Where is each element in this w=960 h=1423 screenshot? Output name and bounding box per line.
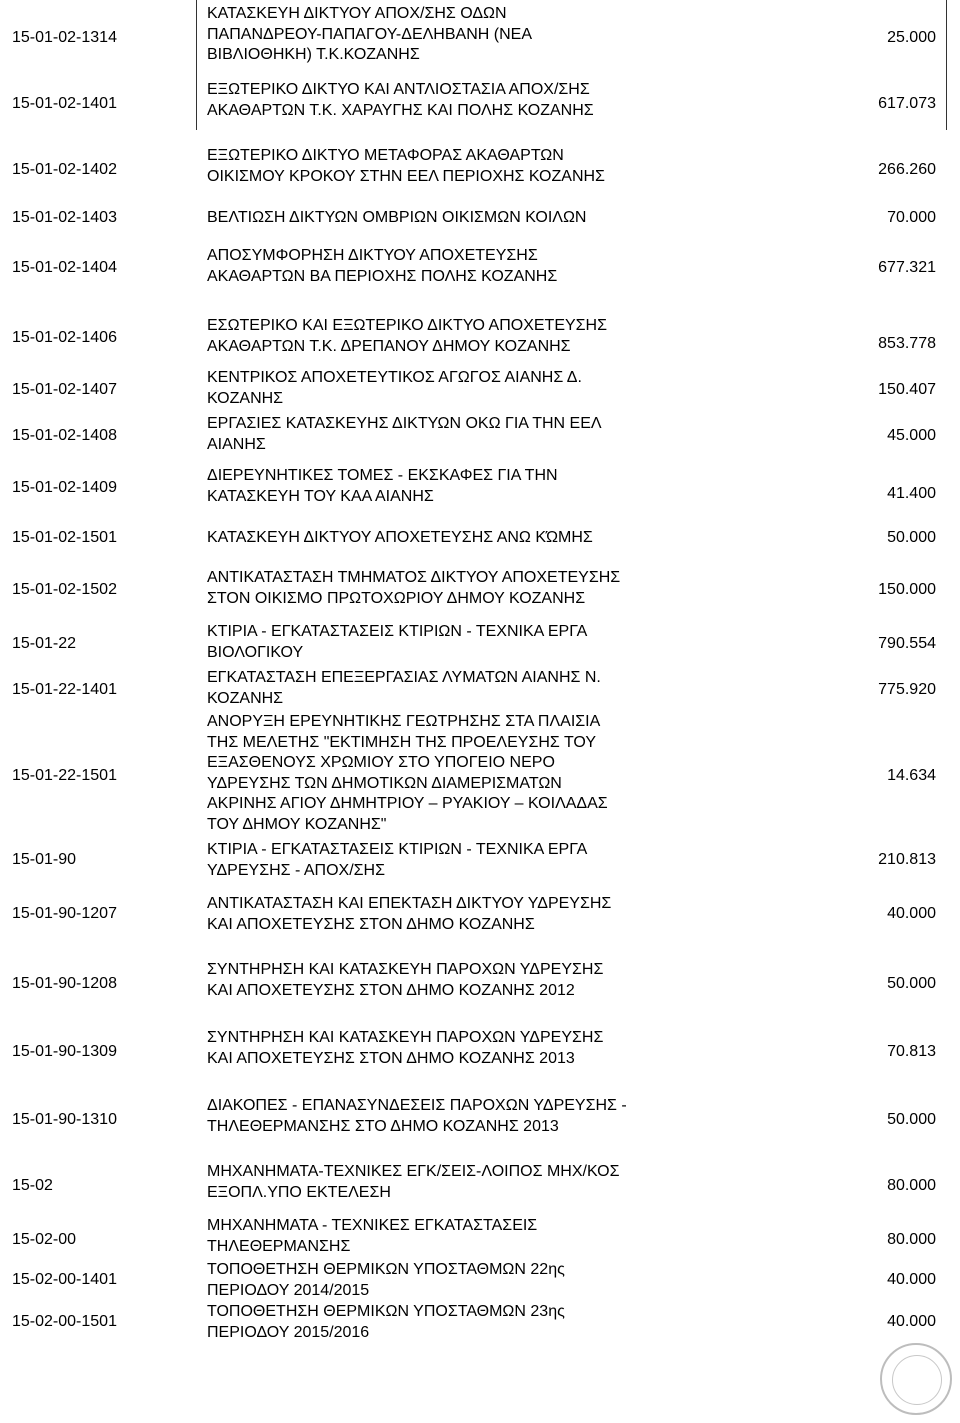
description-line: ΑΚΑΘΑΡΤΩΝ Τ.Κ. ΧΑΡΑΥΓΗΣ ΚΑΙ ΠΟΛΗΣ ΚΟΖΑΝΗΣ <box>207 101 594 119</box>
account-code: 15-01-02-1408 <box>12 427 117 444</box>
table-row <box>0 80 960 128</box>
amount: 45.000 <box>887 427 936 444</box>
account-code: 15-02-00 <box>12 1231 77 1248</box>
description-line: ΑΝΟΡΥΞΗ ΕΡΕΥΝΗΤΙΚΗΣ ΓΕΩΤΡΗΣΗΣ ΣΤΑ ΠΛΑΙΣΙΑ <box>207 713 601 730</box>
description-line: ΠΕΡΙΟΔΟΥ 2014/2015 <box>207 1281 370 1299</box>
description-line: ΚΑΙ ΑΠΟΧΕΤΕΥΣΗΣ ΣΤΟΝ ΔΗΜΟ ΚΟΖΑΝΗΣ <box>207 915 535 933</box>
table-row <box>0 528 960 548</box>
description-line: ΜΗΧΑΝΗΜΑΤΑ-ΤΕΧΝΙΚΕΣ ΕΓΚ/ΣΕΙΣ-ΛΟΙΠΟΣ ΜΗΧ/ΚΟΣ <box>207 1163 620 1180</box>
amount: 266.260 <box>878 161 936 178</box>
table-row <box>0 1096 960 1138</box>
account-code: 15-01-02-1501 <box>12 529 117 546</box>
table-row <box>0 668 960 710</box>
description-line: ΠΑΠΑΝΔΡΕΟΥ-ΠΑΠΑΓΟΥ-ΔΕΛΗΒΑΝΗ (ΝΕΑ <box>207 25 532 43</box>
description-line: ΣΥΝΤΗΡΗΣΗ ΚΑΙ ΚΑΤΑΣΚΕΥΗ ΠΑΡΟΧΩΝ ΥΔΡΕΥΣΗΣ <box>207 1029 604 1046</box>
description-line: ΑΝΤΙΚΑΤΑΣΤΑΣΗ ΚΑΙ ΕΠΕΚΤΑΣΗ ΔΙΚΤΥΟΥ ΥΔΡΕΥΣΗΣ <box>207 895 612 912</box>
table-row <box>0 622 960 664</box>
amount: 80.000 <box>887 1177 936 1194</box>
account-description <box>207 712 707 835</box>
amount: 790.554 <box>878 635 936 652</box>
description-line: ΑΚΡΙΝΗΣ ΑΓΙΟΥ ΔΗΜΗΤΡΙΟΥ – ΡΥΑΚΙΟΥ – ΚΟΙΛΑΔΑΣ <box>207 795 608 812</box>
description-line: ΣΥΝΤΗΡΗΣΗ ΚΑΙ ΚΑΤΑΣΚΕΥΗ ΠΑΡΟΧΩΝ ΥΔΡΕΥΣΗΣ <box>207 961 604 978</box>
description-line: ΤΗΛΕΘΕΡΜΑΝΣΗΣ ΣΤΟ ΔΗΜΟ ΚΟΖΑΝΗΣ 2013 <box>207 1117 559 1135</box>
amount: 150.000 <box>878 581 936 598</box>
column-divider <box>196 0 197 130</box>
table-row <box>0 368 960 410</box>
account-description <box>207 4 707 66</box>
account-code: 15-01-02-1407 <box>12 381 117 398</box>
table-row <box>0 894 960 936</box>
table-row <box>0 1260 960 1302</box>
account-description <box>207 1096 707 1137</box>
account-code: 15-01-22-1401 <box>12 681 117 698</box>
account-code: 15-01-02-1314 <box>12 29 117 46</box>
amount: 40.000 <box>887 905 936 922</box>
description-line: ΑΚΑΘΑΡΤΩΝ Τ.Κ. ΔΡΕΠΑΝΟΥ ΔΗΜΟΥ ΚΟΖΑΝΗΣ <box>207 337 571 355</box>
account-description <box>207 528 707 549</box>
column-divider-right <box>946 0 947 130</box>
account-description <box>207 246 707 287</box>
description-line: ΤΟΠΟΘΕΤΗΣΗ ΘΕΡΜΙΚΩΝ ΥΠΟΣΤΑΘΜΩΝ 22ης <box>207 1261 565 1278</box>
description-line: ΤΟΠΟΘΕΤΗΣΗ ΘΕΡΜΙΚΩΝ ΥΠΟΣΤΑΘΜΩΝ 23ης <box>207 1303 565 1320</box>
amount: 50.000 <box>887 1111 936 1128</box>
description-line: ΔΙΑΚΟΠΕΣ - ΕΠΑΝΑΣΥΝΔΕΣΕΙΣ ΠΑΡΟΧΩΝ ΥΔΡΕΥΣΗΣ - <box>207 1097 627 1114</box>
description-line: ΥΔΡΕΥΣΗΣ ΤΩΝ ΔΗΜΟΤΙΚΩΝ ΔΙΑΜΕΡΙΣΜΑΤΩΝ <box>207 774 562 792</box>
account-code: 15-01-90-1208 <box>12 975 117 992</box>
account-code: 15-01-02-1404 <box>12 259 117 276</box>
table-row <box>0 1162 960 1204</box>
account-code: 15-01-02-1409 <box>12 479 117 496</box>
account-code: 15-01-90-1310 <box>12 1111 117 1128</box>
table-row <box>0 146 960 194</box>
description-line: ΚΟΖΑΝΗΣ <box>207 689 284 707</box>
table-row <box>0 840 960 882</box>
amount: 50.000 <box>887 529 936 546</box>
amount: 853.778 <box>878 335 936 352</box>
description-line: ΚΤΙΡΙΑ - ΕΓΚΑΤΑΣΤΑΣΕΙΣ ΚΤΙΡΙΩΝ - ΤΕΧΝΙΚΑ ΕΡΓΑ <box>207 623 588 640</box>
account-code: 15-01-90-1207 <box>12 905 117 922</box>
account-description <box>207 80 707 121</box>
description-line: ΒΙΒΛΙΟΘΗΚΗ) Τ.Κ.ΚΟΖΑΝΗΣ <box>207 46 420 63</box>
description-line: ΚΑΙ ΑΠΟΧΕΤΕΥΣΗΣ ΣΤΟΝ ΔΗΜΟ ΚΟΖΑΝΗΣ 2012 <box>207 981 575 999</box>
table-row <box>0 4 960 68</box>
account-description <box>207 1216 707 1257</box>
table-row <box>0 1302 960 1344</box>
description-line: ΕΣΩΤΕΡΙΚΟ ΚΑΙ ΕΞΩΤΕΡΙΚΟ ΔΙΚΤΥΟ ΑΠΟΧΕΤΕΥΣΗΣ <box>207 317 607 334</box>
account-description <box>207 1302 707 1343</box>
table-row <box>0 466 960 508</box>
description-line: ΚΑΙ ΑΠΟΧΕΤΕΥΣΗΣ ΣΤΟΝ ΔΗΜΟ ΚΟΖΑΝΗΣ 2013 <box>207 1049 575 1067</box>
account-description <box>207 146 707 187</box>
description-line: ΕΡΓΑΣΙΕΣ ΚΑΤΑΣΚΕΥΗΣ ΔΙΚΤΥΩΝ ΟΚΩ ΓΙΑ ΤΗΝ ΕΕΛ <box>207 415 602 432</box>
amount: 80.000 <box>887 1231 936 1248</box>
description-line: ΒΕΛΤΙΩΣΗ ΔΙΚΤΥΩΝ ΟΜΒΡΙΩΝ ΟΙΚΙΣΜΩΝ ΚΟΙΛΩΝ <box>207 209 587 226</box>
description-line: ΑΠΟΣΥΜΦΟΡΗΣΗ ΔΙΚΤΥΟΥ ΑΠΟΧΕΤΕΥΣΗΣ <box>207 247 538 264</box>
account-description <box>207 1162 707 1203</box>
account-code: 15-01-02-1403 <box>12 209 117 226</box>
description-line: ΠΕΡΙΟΔΟΥ 2015/2016 <box>207 1323 370 1341</box>
account-code: 15-01-02-1406 <box>12 329 117 346</box>
account-description <box>207 208 707 229</box>
account-description <box>207 568 707 609</box>
amount: 677.321 <box>878 259 936 276</box>
stamp-logo <box>880 1343 952 1415</box>
account-code: 15-01-90-1309 <box>12 1043 117 1060</box>
description-line: ΚΟΖΑΝΗΣ <box>207 389 284 407</box>
table-row <box>0 960 960 1002</box>
account-description <box>207 840 707 881</box>
account-description <box>207 316 707 357</box>
description-line: ΚΑΤΑΣΚΕΥΗ ΤΟΥ ΚΑΑ ΑΙΑΝΗΣ <box>207 487 434 505</box>
description-line: ΒΙΟΛΟΓΙΚΟΥ <box>207 643 304 661</box>
account-description <box>207 894 707 935</box>
account-description <box>207 368 707 409</box>
amount: 775.920 <box>878 681 936 698</box>
account-code: 15-02-00-1501 <box>12 1313 117 1330</box>
account-code: 15-01-22-1501 <box>12 767 117 784</box>
amount: 50.000 <box>887 975 936 992</box>
description-line: ΕΞΩΤΕΡΙΚΟ ΔΙΚΤΥΟ ΜΕΤΑΦΟΡΑΣ ΑΚΑΘΑΡΤΩΝ <box>207 147 564 164</box>
account-code: 15-02-00-1401 <box>12 1271 117 1288</box>
amount: 41.400 <box>887 485 936 502</box>
amount: 150.407 <box>878 381 936 398</box>
account-description <box>207 960 707 1001</box>
amount: 40.000 <box>887 1313 936 1330</box>
table-row <box>0 568 960 616</box>
description-line: ΚΑΤΑΣΚΕΥΗ ΔΙΚΤΥΟΥ ΑΠΟΧ/ΣΗΣ ΟΔΩΝ <box>207 5 507 22</box>
account-code: 15-01-22 <box>12 635 77 652</box>
description-line: ΣΤΟΝ ΟΙΚΙΣΜΟ ΠΡΩΤΟΧΩΡΙΟΥ ΔΗΜΟΥ ΚΟΖΑΝΗΣ <box>207 589 586 607</box>
description-line: ΕΓΚΑΤΑΣΤΑΣΗ ΕΠΕΞΕΡΓΑΣΙΑΣ ΛΥΜΑΤΩΝ ΑΙΑΝΗΣ Ν. <box>207 669 601 686</box>
description-line: ΕΞΟΠΛ.ΥΠΟ ΕΚΤΕΛΕΣΗ <box>207 1183 391 1201</box>
table-row <box>0 712 960 836</box>
account-description <box>207 466 707 507</box>
account-description <box>207 622 707 663</box>
description-line: ΤΟΥ ΔΗΜΟΥ ΚΟΖΑΝΗΣ" <box>207 815 387 833</box>
amount: 617.073 <box>878 95 936 112</box>
account-description <box>207 1260 707 1301</box>
account-code: 15-01-02-1401 <box>12 95 117 112</box>
amount: 40.000 <box>887 1271 936 1288</box>
amount: 25.000 <box>887 29 936 46</box>
account-description <box>207 1028 707 1069</box>
description-line: ΑΝΤΙΚΑΤΑΣΤΑΣΗ ΤΜΗΜΑΤΟΣ ΔΙΚΤΥΟΥ ΑΠΟΧΕΤΕΥΣΗΣ <box>207 569 621 586</box>
table-row <box>0 1028 960 1070</box>
amount: 70.813 <box>887 1043 936 1060</box>
account-code: 15-01-90 <box>12 851 77 868</box>
description-line: ΕΞΑΣΘΕΝΟΥΣ ΧΡΩΜΙΟΥ ΣΤΟ ΥΠΟΓΕΙΟ ΝΕΡΟ <box>207 754 555 771</box>
description-line: ΚΑΤΑΣΚΕΥΗ ΔΙΚΤΥΟΥ ΑΠΟΧΕΤΕΥΣΗΣ ΑΝΩ ΚΏΜΗΣ <box>207 529 593 546</box>
table-row <box>0 208 960 228</box>
amount: 210.813 <box>878 851 936 868</box>
account-code: 15-01-02-1402 <box>12 161 117 178</box>
description-line: ΥΔΡΕΥΣΗΣ - ΑΠΟΧ/ΣΗΣ <box>207 861 385 879</box>
account-code: 15-01-02-1502 <box>12 581 117 598</box>
description-line: ΑΚΑΘΑΡΤΩΝ ΒΑ ΠΕΡΙΟΧΗΣ ΠΟΛΗΣ ΚΟΖΑΝΗΣ <box>207 267 558 285</box>
account-code: 15-02 <box>12 1177 53 1194</box>
description-line: ΕΞΩΤΕΡΙΚΟ ΔΙΚΤΥΟ ΚΑΙ ΑΝΤΛΙΟΣΤΑΣΙΑ ΑΠΟΧ/ΣΗΣ <box>207 81 590 98</box>
description-line: ΟΙΚΙΣΜΟΥ ΚΡΟΚΟΥ ΣΤΗΝ ΕΕΛ ΠΕΡΙΟΧΗΣ ΚΟΖΑΝΗΣ <box>207 167 605 185</box>
amount: 70.000 <box>887 209 936 226</box>
account-description <box>207 414 707 455</box>
table-row <box>0 1216 960 1258</box>
description-line: ΤΗΣ ΜΕΛΕΤΗΣ "ΕΚΤΙΜΗΣΗ ΤΗΣ ΠΡΟΕΛΕΥΣΗΣ ΤΟΥ <box>207 733 597 751</box>
description-line: ΤΗΛΕΘΕΡΜΑΝΣΗΣ <box>207 1237 351 1255</box>
table-row <box>0 316 960 364</box>
description-line: ΚΤΙΡΙΑ - ΕΓΚΑΤΑΣΤΑΣΕΙΣ ΚΤΙΡΙΩΝ - ΤΕΧΝΙΚΑ ΕΡΓΑ <box>207 841 588 858</box>
account-description <box>207 668 707 709</box>
description-line: ΚΕΝΤΡΙΚΟΣ ΑΠΟΧΕΤΕΥΤΙΚΟΣ ΑΓΩΓΟΣ ΑΙΑΝΗΣ Δ. <box>207 369 582 386</box>
description-line: ΔΙΕΡΕΥΝΗΤΙΚΕΣ ΤΟΜΕΣ - ΕΚΣΚΑΦΕΣ ΓΙΑ ΤΗΝ <box>207 467 558 484</box>
table-row <box>0 414 960 456</box>
description-line: ΑΙΑΝΗΣ <box>207 435 266 453</box>
amount: 14.634 <box>887 767 936 784</box>
description-line: ΜΗΧΑΝΗΜΑΤΑ - ΤΕΧΝΙΚΕΣ ΕΓΚΑΤΑΣΤΑΣΕΙΣ <box>207 1217 538 1234</box>
table-row <box>0 246 960 294</box>
